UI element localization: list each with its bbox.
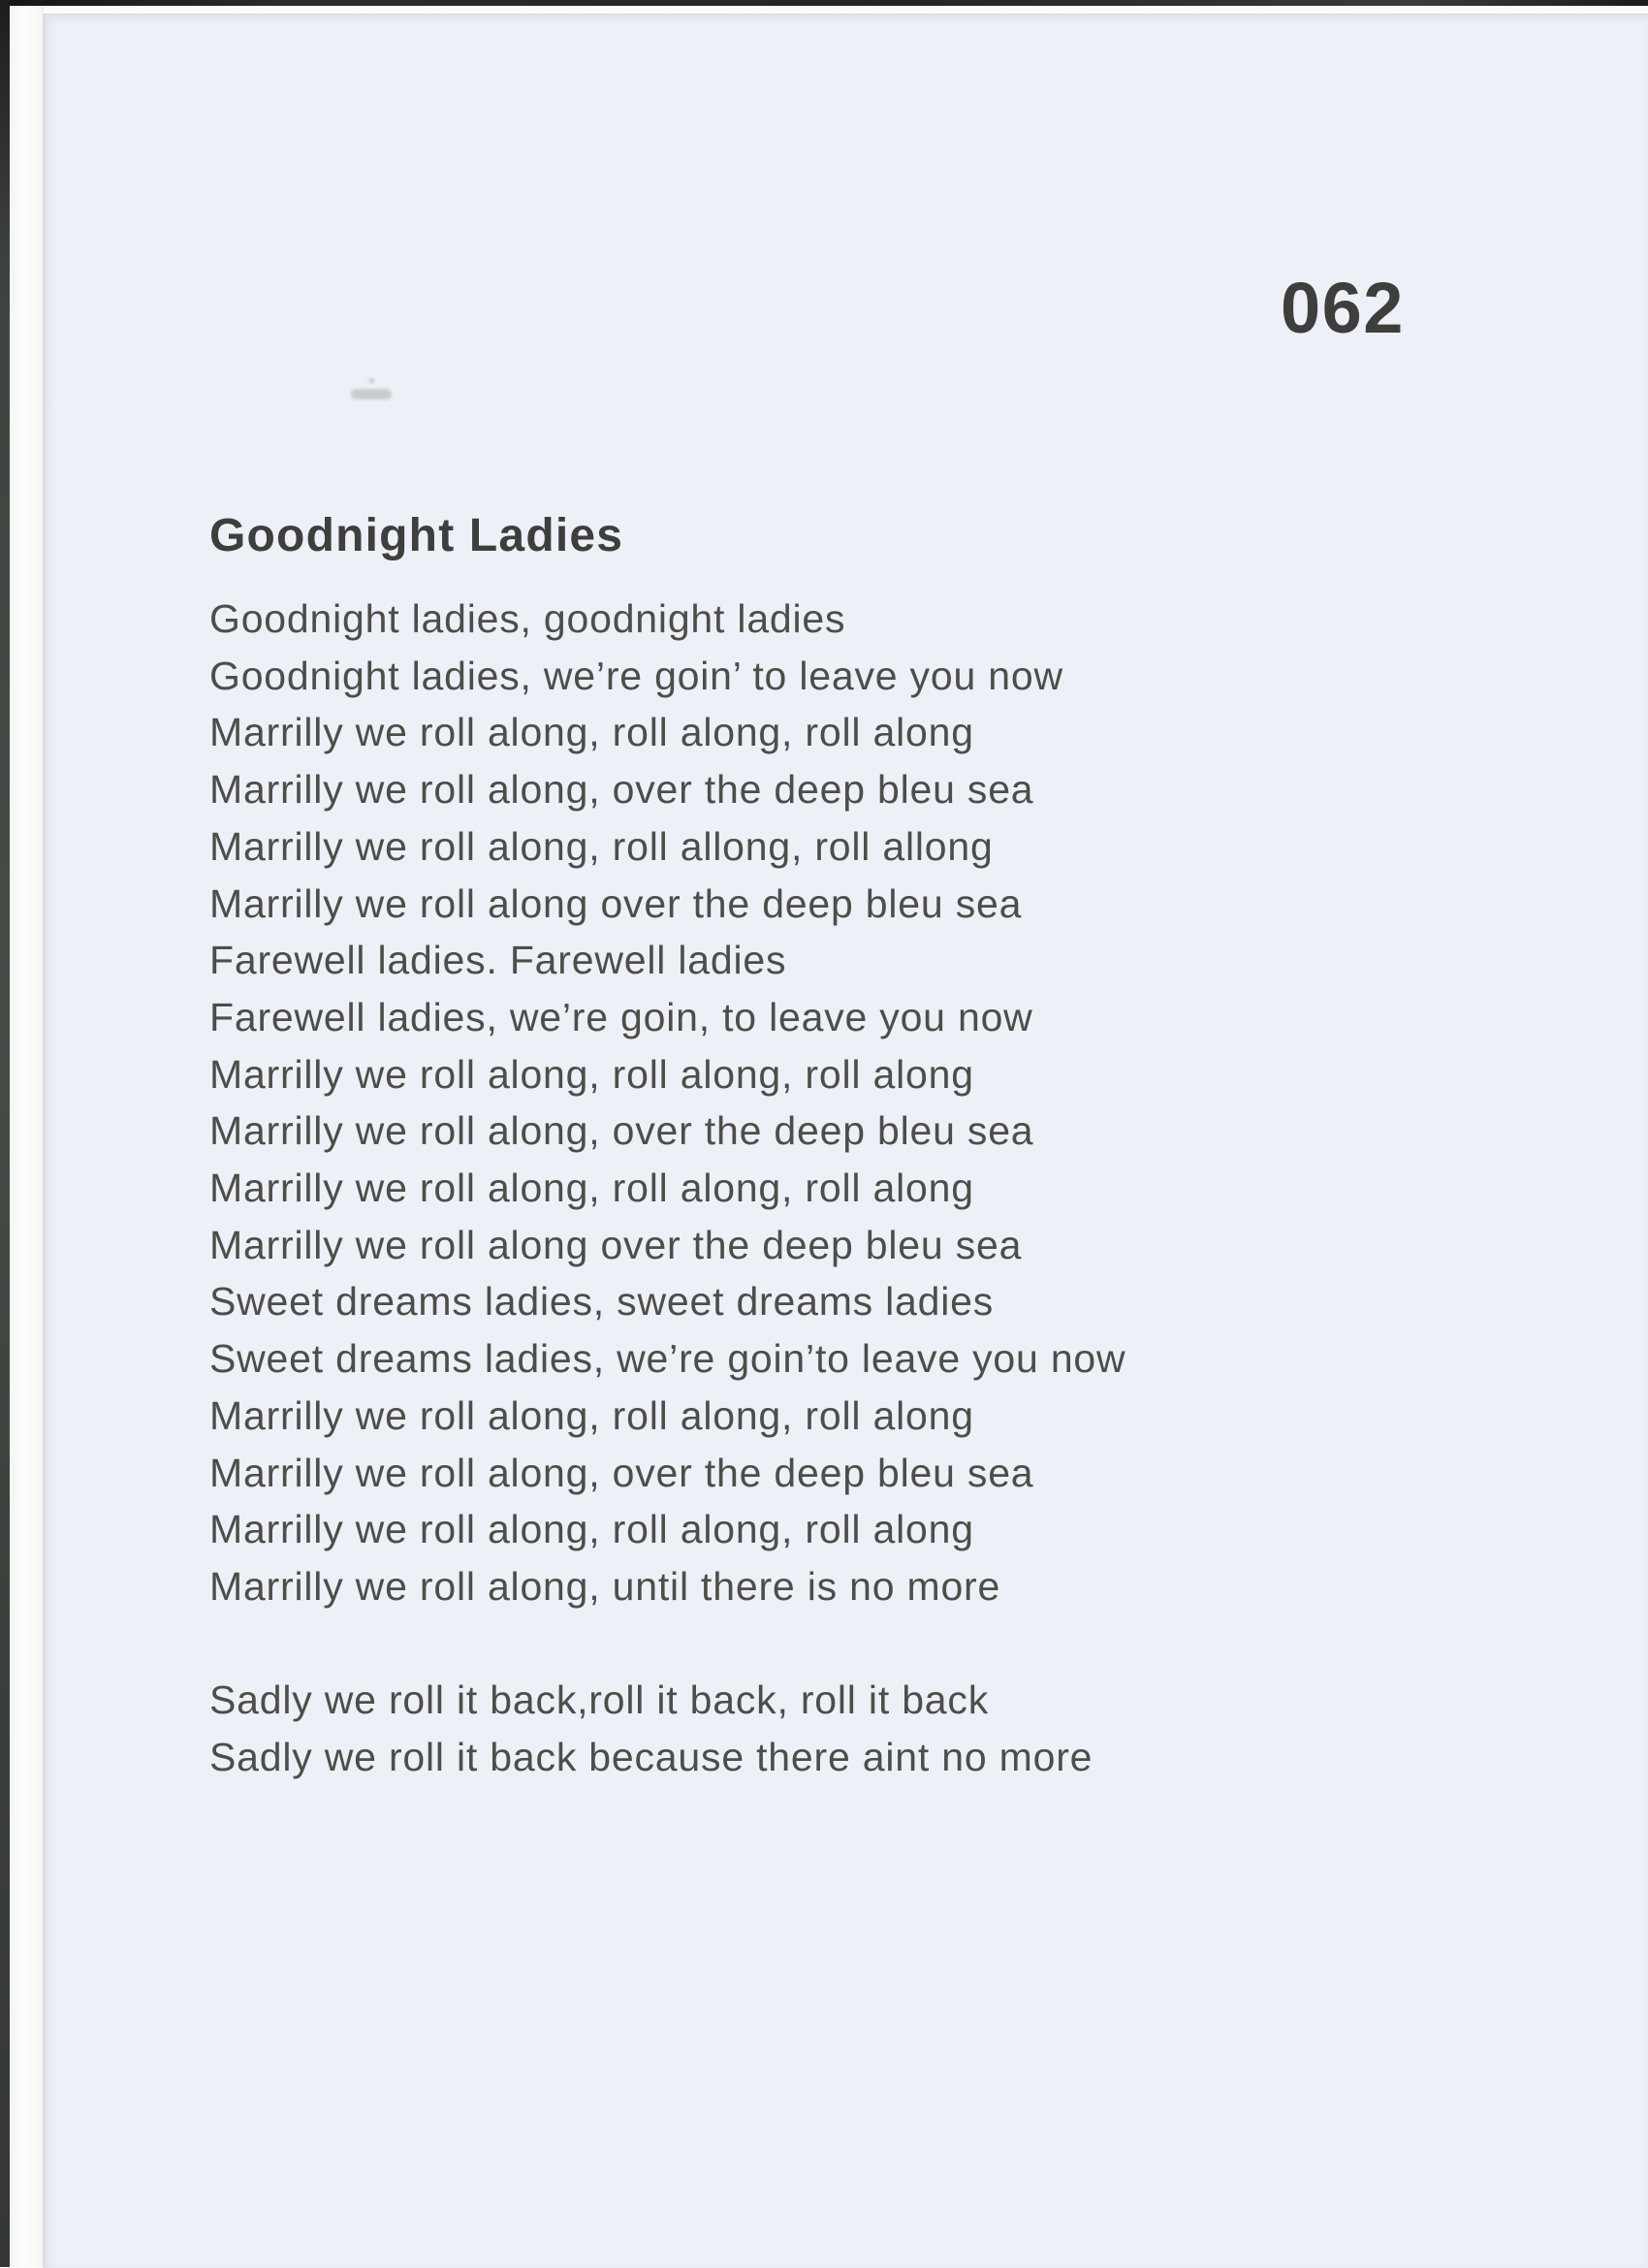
lyric-line: Marrilly we roll along over the deep bleu sea (209, 880, 1023, 926)
lyric-line: Marrilly we roll along, roll along, roll along (209, 1507, 974, 1552)
lyric-line: Marrilly we roll along, roll along, roll along (209, 1392, 974, 1438)
lyric-line: Marrilly we roll along, over the deep bleu sea (209, 1450, 1034, 1495)
scanner-left-edge-shadow (0, 0, 10, 2267)
lyric-line: Goodnight ladies, goodnight ladies (209, 596, 846, 641)
ink-smudge-dot (368, 378, 375, 383)
lyric-line: Marrilly we roll along, roll along, roll along (209, 1051, 974, 1097)
ink-smudge (351, 389, 392, 399)
lyrics (209, 591, 1324, 1786)
lyric-line: Farewell ladies, we’re goin, to leave you now (209, 994, 1033, 1039)
lyric-line: Marrilly we roll along, until there is no more (209, 1563, 1001, 1609)
lyric-line: Farewell ladies. Farewell ladies (209, 938, 787, 983)
stanza (209, 1672, 1324, 1785)
lyric-line: Marrilly we roll along, roll along, roll along (209, 710, 974, 755)
lyric-line: Sadly we roll it back because there aint no more (209, 1735, 1093, 1780)
lyric-line: Goodnight ladies, we’re goin’ to leave you now (209, 653, 1063, 698)
scanner-backing-strip (10, 6, 44, 2267)
lyric-line: Marrilly we roll along over the deep bleu sea (209, 1222, 1023, 1267)
lyric-line: Marrilly we roll along, roll allong, roll allong (209, 823, 994, 869)
lyric-line: Marrilly we roll along, over the deep bleu sea (209, 1108, 1034, 1154)
page-number: 062 (1281, 268, 1405, 348)
scanner-top-edge-shadow (0, 0, 1648, 6)
lyric-line: Marrilly we roll along, roll along, roll along (209, 1166, 974, 1211)
stanza (209, 591, 1324, 1615)
song-title: Goodnight Ladies (209, 510, 624, 561)
lyric-line: Marrilly we roll along, over the deep bleu sea (209, 767, 1034, 813)
lyric-line: Sweet dreams ladies, we’re goin’to leave you now (209, 1336, 1126, 1382)
lyric-line: Sweet dreams ladies, sweet dreams ladies (209, 1279, 995, 1325)
lyric-line: Sadly we roll it back,roll it back, roll it back (209, 1677, 990, 1723)
